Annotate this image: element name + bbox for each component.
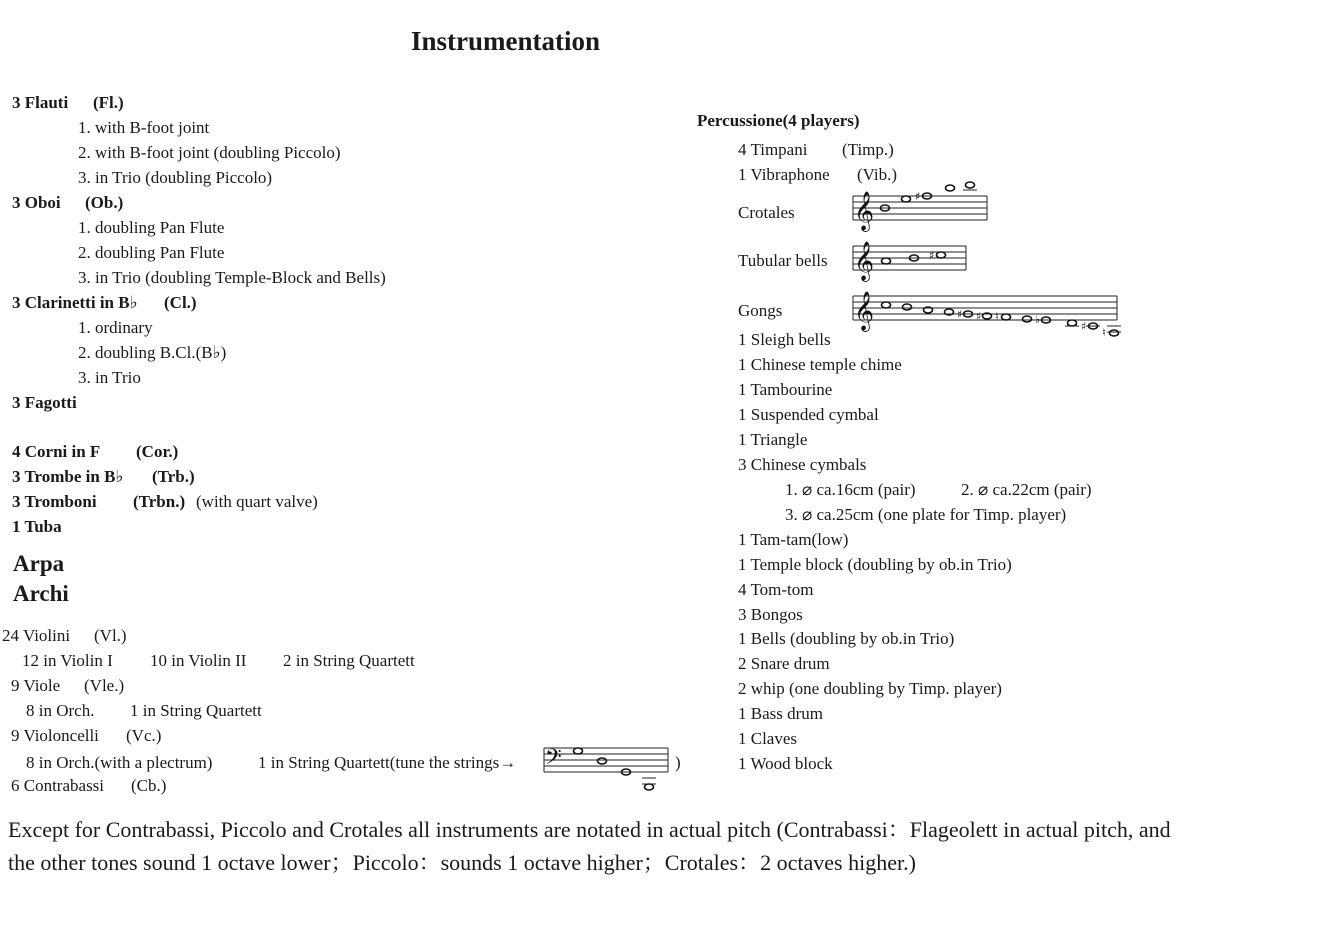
contrabassi-abbr: (Cb.) xyxy=(131,776,167,795)
percussion-item: 1 Wood block xyxy=(738,754,833,773)
archi-heading: Archi xyxy=(13,581,69,606)
trombe-abbr: (Trb.) xyxy=(152,467,195,486)
whole-note-icon xyxy=(1068,320,1077,326)
violini-name: 24 Violini xyxy=(2,626,71,645)
gongs-staff xyxy=(853,282,1123,344)
sharp-icon: ♯ xyxy=(915,190,921,203)
tuba-name: 1 Tuba xyxy=(12,517,62,536)
percussion-item: 2 whip (one doubling by Timp. player) xyxy=(738,679,1002,698)
whole-note-icon xyxy=(574,748,583,754)
percussion-item: 1 Chinese temple chime xyxy=(738,355,902,374)
natural-icon: ♮ xyxy=(1102,326,1106,339)
violoncelli-close: ) xyxy=(675,753,681,772)
cymbal-size: 1. ⌀ ca.16cm (pair) xyxy=(785,480,916,499)
fagotti-name: 3 Fagotti xyxy=(12,393,77,412)
sharp-icon: ♯ xyxy=(929,249,935,262)
sharp-icon: ♯ xyxy=(1081,320,1087,333)
cymbal-size: 2. ⌀ ca.22cm (pair) xyxy=(961,480,1092,499)
violini-part: 10 in Violin II xyxy=(150,651,247,670)
tromboni-name: 3 Tromboni xyxy=(12,492,97,511)
oboi-name: 3 Oboi xyxy=(12,193,61,212)
oboi-item: 1. doubling Pan Flute xyxy=(78,218,225,237)
oboi-abbr: (Ob.) xyxy=(85,193,124,212)
violoncelli-part: 8 in Orch.(with a plectrum) xyxy=(26,753,213,772)
footnote-line: the other tones sound 1 octave lower；Piccolo：sounds 1 octave higher；Crotales：2 octaves higher.) xyxy=(8,850,916,875)
treble-clef-icon: 𝄞 xyxy=(854,241,875,281)
whole-note-icon xyxy=(645,784,654,790)
footnote-line: Except for Contrabassi, Piccolo and Crotales all instruments are notated in actual pitch (Contrabassi：Flageolett in actual pitch, and xyxy=(8,817,1171,842)
violoncelli-abbr: (Vc.) xyxy=(126,726,162,745)
timpani-name: 4 Timpani xyxy=(738,140,808,159)
violini-abbr: (Vl.) xyxy=(94,626,127,645)
tubular-bells-staff xyxy=(853,230,973,281)
percussion-item: 1 Tam-tam(low) xyxy=(738,530,849,549)
corni-name: 4 Corni in F xyxy=(12,442,101,461)
natural-icon: ♮ xyxy=(995,310,999,323)
whole-note-icon xyxy=(598,758,607,764)
percussion-item: 1 Tambourine xyxy=(738,380,833,399)
percussion-item: 1 Bass drum xyxy=(738,704,823,723)
trombe-name: 3 Trombe in B♭ xyxy=(12,467,124,486)
viole-name: 9 Viole xyxy=(11,676,61,695)
timpani-abbr: (Timp.) xyxy=(842,140,894,159)
arpa-heading: Arpa xyxy=(13,551,65,576)
percussion-item: 1 Triangle xyxy=(738,430,808,449)
whole-note-icon xyxy=(946,185,955,191)
treble-clef-icon: 𝄞 xyxy=(854,291,875,331)
corni-abbr: (Cor.) xyxy=(136,442,179,461)
tuning-staff xyxy=(544,742,674,792)
viole-part: 8 in Orch. xyxy=(26,701,95,720)
percussion-item: 2 Snare drum xyxy=(738,654,830,673)
flauti-item: 3. in Trio (doubling Piccolo) xyxy=(78,168,273,187)
bass-clef-icon: 𝄢 xyxy=(545,745,562,775)
clarinetti-item: 1. ordinary xyxy=(78,318,153,337)
contrabassi-name: 6 Contrabassi xyxy=(11,776,105,795)
violoncelli-name: 9 Violoncelli xyxy=(11,726,99,745)
percussion-item: 3 Chinese cymbals xyxy=(738,455,867,474)
sharp-icon: ♯ xyxy=(957,308,963,321)
tromboni-note: (with quart valve) xyxy=(196,492,318,511)
percussion-item: 3 Bongos xyxy=(738,605,803,624)
flauti-item: 1. with B-foot joint xyxy=(78,118,210,137)
violini-part: 12 in Violin I xyxy=(22,651,113,670)
clarinetti-item: 2. doubling B.Cl.(B♭) xyxy=(78,343,227,362)
crotales-staff xyxy=(853,182,993,231)
oboi-item: 3. in Trio (doubling Temple-Block and Bells) xyxy=(78,268,386,287)
clarinetti-name: 3 Clarinetti in B♭ xyxy=(12,293,138,312)
percussion-heading: Percussione(4 players) xyxy=(697,111,860,130)
whole-note-icon xyxy=(937,252,946,258)
percussion-item: 1 Temple block (doubling by ob.in Trio) xyxy=(738,555,1012,574)
percussion-item: 1 Sleigh bells xyxy=(738,330,831,349)
whole-note-icon xyxy=(902,196,911,202)
whole-note-icon xyxy=(966,182,975,188)
whole-note-icon xyxy=(1002,314,1011,320)
whole-note-icon xyxy=(882,302,891,308)
treble-clef-icon: 𝄞 xyxy=(854,191,875,231)
violoncelli-part: 1 in String Quartett(tune the strings→ xyxy=(258,753,517,772)
viole-part: 1 in String Quartett xyxy=(130,701,262,720)
tubular-bells-label: Tubular bells xyxy=(738,251,828,270)
viole-abbr: (Vle.) xyxy=(84,676,125,695)
vibraphone-name: 1 Vibraphone xyxy=(738,165,830,184)
percussion-item: 1 Claves xyxy=(738,729,798,748)
percussion-item: 1 Suspended cymbal xyxy=(738,405,879,424)
tromboni-abbr: (Trbn.) xyxy=(133,492,186,511)
flauti-abbr: (Fl.) xyxy=(93,93,124,112)
percussion-item: 1 Bells (doubling by ob.in Trio) xyxy=(738,629,955,648)
whole-note-icon xyxy=(1023,316,1032,322)
flauti-name: 3 Flauti xyxy=(12,93,69,112)
gongs-label: Gongs xyxy=(738,301,783,320)
vibraphone-abbr: (Vib.) xyxy=(857,165,898,184)
violini-part: 2 in String Quartett xyxy=(283,651,415,670)
whole-note-icon xyxy=(1110,330,1119,336)
clarinetti-abbr: (Cl.) xyxy=(164,293,197,312)
whole-note-icon xyxy=(882,258,891,264)
page-title: Instrumentation xyxy=(411,26,601,56)
flauti-item: 2. with B-foot joint (doubling Piccolo) xyxy=(78,143,341,162)
whole-note-icon xyxy=(903,304,912,310)
sharp-icon: ♯ xyxy=(976,310,982,323)
clarinetti-item: 3. in Trio xyxy=(78,368,141,387)
flat-icon: ♭ xyxy=(1035,313,1041,326)
oboi-item: 2. doubling Pan Flute xyxy=(78,243,225,262)
cymbal-size: 3. ⌀ ca.25cm (one plate for Timp. player) xyxy=(785,505,1067,524)
crotales-label: Crotales xyxy=(738,203,795,222)
percussion-item: 4 Tom-tom xyxy=(738,580,814,599)
